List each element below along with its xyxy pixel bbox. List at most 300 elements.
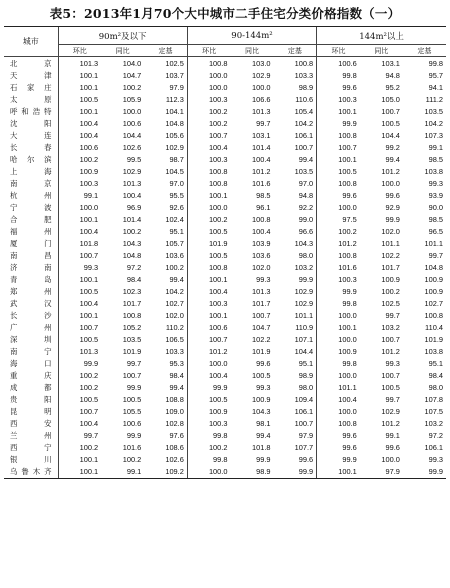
index-value: 99.9 bbox=[126, 383, 142, 392]
index-value: 100.8 bbox=[187, 57, 230, 71]
index-value: 100.5 bbox=[381, 383, 400, 392]
index-value: 102.9 bbox=[294, 287, 314, 296]
index-value: 110.9 bbox=[295, 323, 314, 332]
index-value: 99.3 bbox=[385, 359, 400, 368]
table-row bbox=[4, 250, 446, 262]
index-value: 99.8 bbox=[317, 298, 360, 310]
index-value: 99.3 bbox=[58, 262, 101, 274]
index-value: 94.8 bbox=[298, 191, 314, 200]
table-row bbox=[4, 394, 446, 406]
index-value: 100.2 bbox=[165, 263, 184, 272]
index-value: 99.9 bbox=[428, 467, 443, 476]
index-value: 101.9 bbox=[252, 347, 271, 356]
index-value: 107.7 bbox=[294, 443, 314, 452]
index-value: 99.3 bbox=[256, 383, 271, 392]
table-row bbox=[4, 286, 446, 298]
index-value: 100.5 bbox=[58, 334, 101, 346]
index-value: 99.9 bbox=[385, 215, 400, 224]
city-name: 北京 bbox=[10, 59, 52, 68]
index-value: 103.5 bbox=[122, 335, 142, 344]
index-value: 99.7 bbox=[385, 395, 400, 404]
index-value: 99.6 bbox=[385, 443, 400, 452]
city-name: 兰州 bbox=[10, 431, 52, 440]
index-value: 99.6 bbox=[317, 442, 360, 454]
index-value: 101.8 bbox=[252, 443, 271, 452]
table-body bbox=[4, 57, 446, 479]
index-value: 103.8 bbox=[424, 347, 443, 356]
index-value: 104.5 bbox=[165, 167, 184, 176]
table-row bbox=[4, 454, 446, 466]
index-value: 103.1 bbox=[381, 59, 400, 68]
index-value: 100.8 bbox=[187, 178, 230, 190]
index-value: 99.8 bbox=[428, 59, 443, 68]
watermark bbox=[274, 532, 444, 584]
index-value: 100.2 bbox=[187, 442, 230, 454]
city-name: 杭州 bbox=[10, 191, 52, 200]
index-value: 100.5 bbox=[187, 394, 230, 406]
index-value: 102.7 bbox=[165, 299, 184, 308]
index-value: 102.2 bbox=[252, 335, 271, 344]
index-value: 100.0 bbox=[187, 466, 230, 478]
index-value: 100.1 bbox=[58, 82, 101, 94]
index-value: 102.9 bbox=[122, 167, 142, 176]
table-row bbox=[4, 142, 446, 154]
index-value: 100.0 bbox=[187, 202, 230, 214]
index-value: 100.4 bbox=[317, 394, 360, 406]
index-value: 99.2 bbox=[385, 143, 400, 152]
index-value: 99.9 bbox=[317, 286, 360, 298]
table-row bbox=[4, 178, 446, 190]
table-row bbox=[4, 442, 446, 454]
city-name: 贵阳 bbox=[10, 395, 52, 404]
index-value: 100.2 bbox=[381, 287, 400, 296]
index-value: 100.8 bbox=[317, 250, 360, 262]
index-value: 101.2 bbox=[252, 167, 271, 176]
index-value: 100.9 bbox=[58, 166, 101, 178]
index-value: 96.9 bbox=[126, 203, 142, 212]
index-value: 105.4 bbox=[294, 107, 314, 116]
index-value: 100.6 bbox=[317, 57, 360, 71]
city-name: 南昌 bbox=[10, 251, 52, 260]
index-value: 99.9 bbox=[317, 454, 360, 466]
city-name: 福州 bbox=[10, 227, 52, 236]
index-value: 100.9 bbox=[424, 287, 443, 296]
city-name: 长春 bbox=[10, 143, 52, 152]
city-name: 合肥 bbox=[10, 215, 52, 224]
index-value: 100.9 bbox=[252, 395, 271, 404]
index-value: 103.5 bbox=[424, 107, 443, 116]
index-value: 100.2 bbox=[122, 227, 142, 236]
index-value: 100.2 bbox=[58, 442, 101, 454]
index-value: 95.3 bbox=[169, 359, 184, 368]
index-value: 101.2 bbox=[187, 346, 230, 358]
index-value: 103.7 bbox=[165, 71, 184, 80]
table-row bbox=[4, 322, 446, 334]
index-value: 100.0 bbox=[381, 455, 400, 464]
table-row bbox=[4, 238, 446, 250]
sub-header-mom: 环比 bbox=[58, 45, 101, 57]
table-row bbox=[4, 106, 446, 118]
index-value: 100.4 bbox=[58, 118, 101, 130]
index-value: 97.5 bbox=[317, 214, 360, 226]
index-value: 100.4 bbox=[252, 227, 271, 236]
index-value: 100.1 bbox=[58, 310, 101, 322]
index-value: 100.2 bbox=[58, 370, 101, 382]
watermark-url: house.bdinfo.net bbox=[347, 572, 440, 585]
index-value: 92.9 bbox=[385, 203, 400, 212]
index-value: 111.2 bbox=[425, 95, 443, 104]
city-name: 上海 bbox=[10, 167, 52, 176]
index-value: 98.5 bbox=[428, 155, 443, 164]
index-value: 100.0 bbox=[187, 70, 230, 82]
index-value: 100.0 bbox=[58, 202, 101, 214]
index-value: 92.2 bbox=[298, 203, 314, 212]
index-value: 105.5 bbox=[122, 407, 142, 416]
index-value: 98.0 bbox=[298, 251, 314, 260]
index-value: 100.0 bbox=[187, 358, 230, 370]
index-value: 100.5 bbox=[58, 286, 101, 298]
index-value: 101.9 bbox=[187, 238, 230, 250]
index-value: 100.7 bbox=[381, 335, 400, 344]
index-value: 98.9 bbox=[298, 83, 314, 92]
index-value: 101.4 bbox=[122, 215, 142, 224]
index-value: 100.8 bbox=[122, 311, 142, 320]
index-value: 101.3 bbox=[122, 179, 142, 188]
table-row bbox=[4, 406, 446, 418]
city-name: 南宁 bbox=[10, 347, 52, 356]
index-value: 100.4 bbox=[252, 155, 271, 164]
table-row bbox=[4, 166, 446, 178]
sub-header-yoy: 同比 bbox=[360, 45, 403, 57]
index-value: 106.6 bbox=[252, 95, 271, 104]
index-value: 102.5 bbox=[381, 299, 400, 308]
index-value: 100.4 bbox=[187, 286, 230, 298]
table-row bbox=[4, 190, 446, 202]
group-header-large: 144m²以上 bbox=[317, 27, 446, 45]
index-value: 98.9 bbox=[256, 467, 271, 476]
city-name: 广州 bbox=[10, 323, 52, 332]
index-value: 101.6 bbox=[317, 262, 360, 274]
index-value: 100.7 bbox=[381, 107, 400, 116]
table-row bbox=[4, 118, 446, 130]
price-index-table bbox=[4, 26, 446, 479]
index-value: 100.4 bbox=[58, 130, 101, 142]
index-value: 105.9 bbox=[122, 95, 142, 104]
index-value: 100.6 bbox=[122, 119, 142, 128]
index-value: 102.0 bbox=[252, 263, 271, 272]
index-value: 100.5 bbox=[58, 394, 101, 406]
index-value: 101.4 bbox=[252, 143, 271, 152]
index-value: 101.9 bbox=[424, 335, 443, 344]
index-value: 100.9 bbox=[317, 346, 360, 358]
index-value: 99.8 bbox=[317, 70, 360, 82]
index-value: 102.0 bbox=[381, 227, 400, 236]
city-name: 青岛 bbox=[10, 275, 52, 284]
index-value: 100.4 bbox=[58, 298, 101, 310]
index-value: 99.0 bbox=[298, 215, 314, 224]
index-value: 102.0 bbox=[165, 311, 184, 320]
index-value: 110.4 bbox=[425, 323, 443, 332]
index-value: 100.9 bbox=[187, 406, 230, 418]
index-value: 99.4 bbox=[298, 155, 314, 164]
table-row bbox=[4, 274, 446, 286]
index-value: 97.0 bbox=[298, 179, 314, 188]
index-value: 99.6 bbox=[317, 82, 360, 94]
index-value: 103.2 bbox=[381, 323, 400, 332]
index-value: 100.7 bbox=[252, 311, 271, 320]
table-row bbox=[4, 57, 446, 71]
index-value: 100.8 bbox=[187, 262, 230, 274]
index-value: 101.7 bbox=[381, 263, 400, 272]
index-value: 97.2 bbox=[428, 431, 443, 440]
index-value: 102.5 bbox=[165, 59, 184, 68]
index-value: 110.6 bbox=[295, 95, 314, 104]
index-value: 104.7 bbox=[122, 71, 142, 80]
index-value: 99.1 bbox=[58, 190, 101, 202]
index-value: 107.1 bbox=[294, 335, 314, 344]
table-row bbox=[4, 334, 446, 346]
index-value: 102.8 bbox=[165, 419, 184, 428]
table-row bbox=[4, 346, 446, 358]
index-value: 109.2 bbox=[165, 467, 184, 476]
table-row bbox=[4, 358, 446, 370]
city-name: 石家庄 bbox=[10, 83, 52, 92]
index-value: 99.9 bbox=[317, 118, 360, 130]
index-value: 105.7 bbox=[165, 239, 184, 248]
index-value: 100.3 bbox=[317, 274, 360, 286]
table-row bbox=[4, 298, 446, 310]
index-value: 100.9 bbox=[381, 275, 400, 284]
index-value: 99.6 bbox=[298, 455, 314, 464]
index-value: 104.2 bbox=[165, 287, 184, 296]
index-value: 105.0 bbox=[381, 95, 400, 104]
index-value: 100.0 bbox=[317, 370, 360, 382]
index-value: 95.2 bbox=[385, 83, 400, 92]
index-value: 103.5 bbox=[294, 167, 314, 176]
index-value: 98.4 bbox=[428, 371, 443, 380]
index-value: 100.9 bbox=[424, 275, 443, 284]
index-value: 100.2 bbox=[122, 83, 142, 92]
index-value: 94.8 bbox=[385, 71, 400, 80]
index-value: 98.4 bbox=[126, 275, 142, 284]
index-value: 97.2 bbox=[126, 263, 142, 272]
group-header-medium: 90-144m² bbox=[187, 27, 316, 45]
group-header-small: 90m²及以下 bbox=[58, 27, 187, 45]
index-value: 107.5 bbox=[424, 407, 443, 416]
index-value: 92.6 bbox=[169, 203, 184, 212]
index-value: 99.6 bbox=[317, 430, 360, 442]
index-value: 100.4 bbox=[58, 226, 101, 238]
index-value: 100.5 bbox=[187, 226, 230, 238]
index-value: 101.6 bbox=[122, 443, 142, 452]
index-value: 99.9 bbox=[298, 275, 314, 284]
index-value: 100.3 bbox=[317, 94, 360, 106]
index-value: 104.4 bbox=[381, 131, 400, 140]
index-value: 95.1 bbox=[428, 359, 443, 368]
index-value: 100.8 bbox=[317, 178, 360, 190]
city-name: 哈尔滨 bbox=[10, 155, 52, 164]
index-value: 100.7 bbox=[294, 419, 314, 428]
table-row bbox=[4, 202, 446, 214]
index-value: 107.3 bbox=[424, 131, 443, 140]
index-value: 100.7 bbox=[58, 250, 101, 262]
city-name: 大连 bbox=[10, 131, 52, 140]
index-value: 100.2 bbox=[317, 226, 360, 238]
index-value: 94.1 bbox=[428, 83, 443, 92]
index-value: 100.5 bbox=[58, 94, 101, 106]
sub-header-base: 定基 bbox=[144, 45, 187, 57]
index-value: 100.4 bbox=[187, 142, 230, 154]
index-value: 100.1 bbox=[58, 70, 101, 82]
index-value: 100.0 bbox=[317, 310, 360, 322]
index-value: 99.3 bbox=[256, 275, 271, 284]
index-value: 100.0 bbox=[122, 107, 142, 116]
index-value: 99.1 bbox=[428, 143, 443, 152]
index-value: 100.0 bbox=[187, 82, 230, 94]
index-value: 90.0 bbox=[428, 203, 443, 212]
index-value: 100.1 bbox=[58, 214, 101, 226]
index-value: 104.0 bbox=[122, 59, 142, 68]
index-value: 99.5 bbox=[126, 155, 142, 164]
index-value: 100.7 bbox=[122, 371, 142, 380]
index-value: 100.8 bbox=[294, 59, 314, 68]
index-value: 95.5 bbox=[169, 191, 184, 200]
index-value: 99.7 bbox=[126, 359, 142, 368]
sub-header-base: 定基 bbox=[403, 45, 446, 57]
index-value: 101.3 bbox=[58, 57, 101, 71]
index-value: 104.7 bbox=[252, 323, 271, 332]
index-value: 102.6 bbox=[122, 143, 142, 152]
index-value: 100.6 bbox=[122, 419, 142, 428]
index-value: 98.4 bbox=[169, 371, 184, 380]
index-value: 102.7 bbox=[424, 299, 443, 308]
index-value: 100.7 bbox=[294, 143, 314, 152]
city-name: 西宁 bbox=[10, 443, 52, 452]
index-value: 108.8 bbox=[165, 395, 184, 404]
index-value: 102.9 bbox=[252, 71, 271, 80]
index-value: 99.4 bbox=[169, 383, 184, 392]
city-name: 厦门 bbox=[10, 239, 52, 248]
index-value: 100.0 bbox=[317, 334, 360, 346]
index-value: 100.3 bbox=[187, 94, 230, 106]
index-value: 96.6 bbox=[298, 227, 314, 236]
city-name: 重庆 bbox=[10, 371, 52, 380]
index-value: 100.1 bbox=[317, 466, 360, 478]
index-value: 101.2 bbox=[381, 347, 400, 356]
index-value: 102.9 bbox=[165, 143, 184, 152]
index-value: 100.8 bbox=[252, 215, 271, 224]
index-value: 102.4 bbox=[165, 215, 184, 224]
city-name: 成都 bbox=[10, 383, 52, 392]
watermark-brand-text: 互动房缘 bbox=[318, 539, 419, 568]
index-value: 99.9 bbox=[256, 455, 271, 464]
index-value: 100.1 bbox=[58, 274, 101, 286]
index-value: 93.9 bbox=[428, 191, 443, 200]
index-value: 105.2 bbox=[122, 323, 142, 332]
index-value: 95.1 bbox=[298, 359, 314, 368]
sub-header-base: 定基 bbox=[274, 45, 317, 57]
table-row bbox=[4, 418, 446, 430]
table-row bbox=[4, 154, 446, 166]
index-value: 103.6 bbox=[252, 251, 271, 260]
city-name: 西安 bbox=[10, 419, 52, 428]
index-value: 100.7 bbox=[187, 130, 230, 142]
index-value: 104.2 bbox=[424, 119, 443, 128]
city-name: 宁波 bbox=[10, 203, 52, 212]
index-value: 96.5 bbox=[428, 227, 443, 236]
index-value: 99.8 bbox=[187, 454, 230, 466]
index-value: 100.5 bbox=[381, 119, 400, 128]
index-value: 103.1 bbox=[252, 131, 271, 140]
index-value: 112.3 bbox=[165, 95, 184, 104]
index-value: 100.3 bbox=[187, 418, 230, 430]
index-value: 106.1 bbox=[424, 443, 443, 452]
index-value: 100.0 bbox=[317, 406, 360, 418]
index-value: 103.8 bbox=[424, 167, 443, 176]
logo-swirl-inner-icon bbox=[286, 545, 306, 559]
index-value: 100.7 bbox=[187, 334, 230, 346]
index-value: 100.7 bbox=[381, 371, 400, 380]
index-value: 102.9 bbox=[381, 407, 400, 416]
index-value: 100.0 bbox=[317, 202, 360, 214]
table-row bbox=[4, 382, 446, 394]
table-row bbox=[4, 94, 446, 106]
index-value: 100.5 bbox=[122, 395, 142, 404]
index-value: 100.1 bbox=[58, 454, 101, 466]
index-value: 101.3 bbox=[252, 287, 271, 296]
index-value: 104.4 bbox=[294, 347, 314, 356]
index-value: 97.9 bbox=[298, 431, 314, 440]
index-value: 104.3 bbox=[122, 239, 142, 248]
index-value: 99.4 bbox=[169, 275, 184, 284]
index-value: 99.7 bbox=[385, 311, 400, 320]
index-value: 100.7 bbox=[58, 406, 101, 418]
index-value: 97.6 bbox=[169, 431, 184, 440]
index-value: 104.8 bbox=[165, 119, 184, 128]
index-value: 100.1 bbox=[187, 310, 230, 322]
index-value: 105.6 bbox=[165, 131, 184, 140]
index-value: 102.3 bbox=[122, 287, 142, 296]
index-value: 99.8 bbox=[187, 430, 230, 442]
city-name: 太原 bbox=[10, 95, 52, 104]
city-name: 乌鲁木齐 bbox=[10, 467, 52, 476]
city-name: 呼和浩特 bbox=[10, 107, 52, 116]
index-value: 100.2 bbox=[187, 214, 230, 226]
table-row bbox=[4, 82, 446, 94]
index-value: 108.6 bbox=[165, 443, 184, 452]
index-value: 100.5 bbox=[187, 250, 230, 262]
index-value: 104.2 bbox=[294, 119, 314, 128]
index-value: 100.4 bbox=[187, 370, 230, 382]
index-value: 100.7 bbox=[317, 142, 360, 154]
index-value: 99.3 bbox=[428, 179, 443, 188]
index-value: 101.2 bbox=[381, 419, 400, 428]
city-name: 海口 bbox=[10, 359, 52, 368]
index-value: 101.1 bbox=[424, 239, 443, 248]
index-value: 100.2 bbox=[58, 382, 101, 394]
index-value: 102.2 bbox=[381, 251, 400, 260]
table-row bbox=[4, 70, 446, 82]
index-value: 100.5 bbox=[317, 166, 360, 178]
index-value: 99.1 bbox=[385, 431, 400, 440]
index-value: 98.7 bbox=[169, 155, 184, 164]
index-value: 98.9 bbox=[298, 371, 314, 380]
table-row bbox=[4, 226, 446, 238]
city-name: 长沙 bbox=[10, 311, 52, 320]
index-value: 99.7 bbox=[58, 430, 101, 442]
city-name: 深圳 bbox=[10, 335, 52, 344]
index-value: 101.6 bbox=[252, 179, 271, 188]
